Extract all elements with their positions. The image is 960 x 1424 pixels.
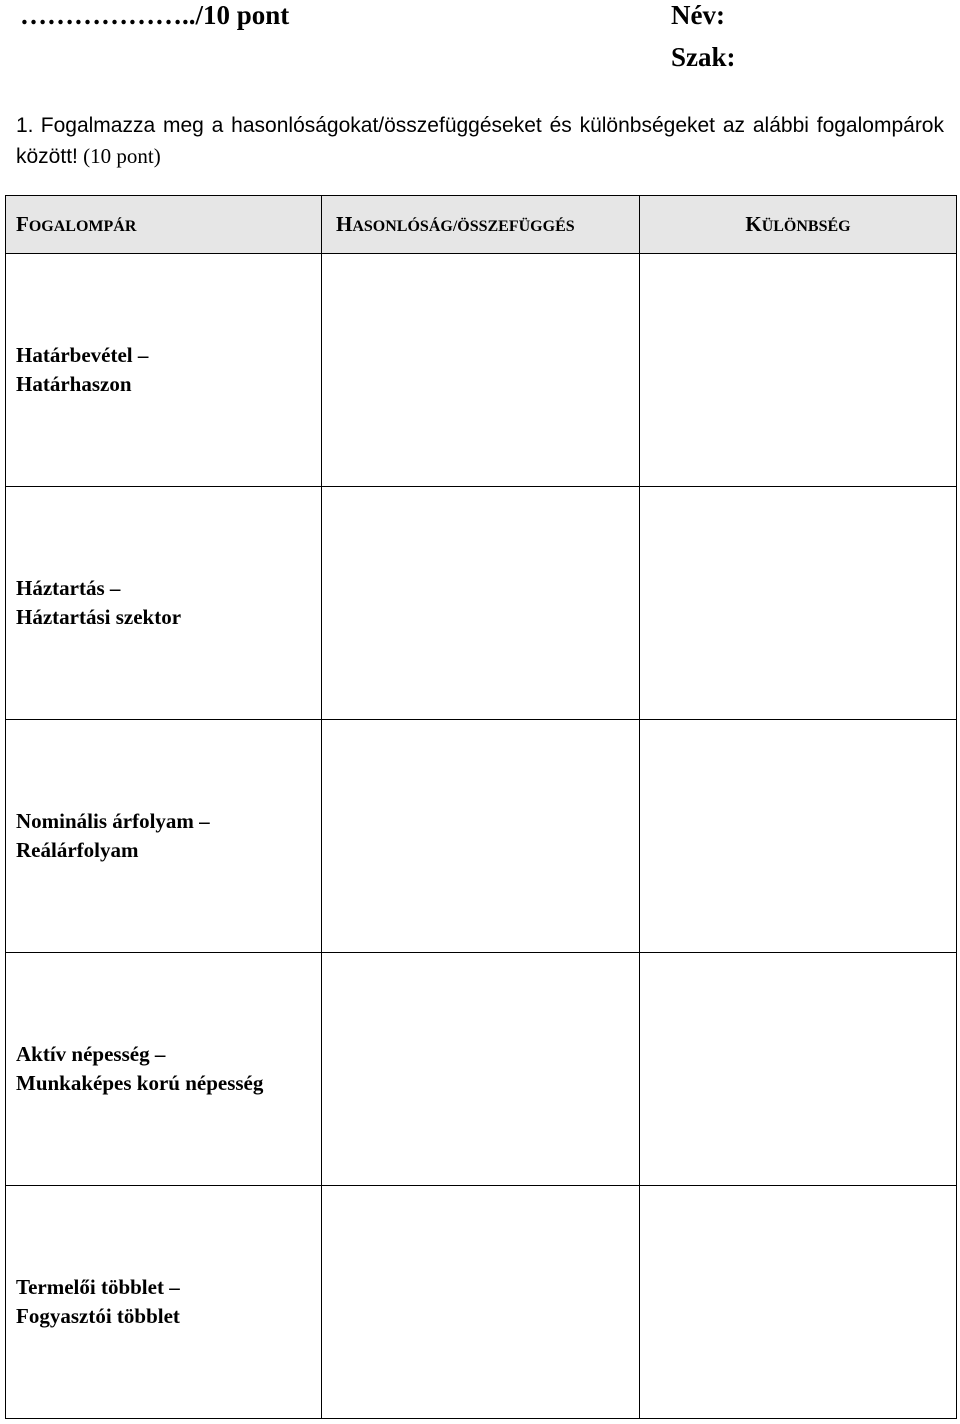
concept-pair-cell bbox=[6, 953, 322, 1186]
similarity-answer-cell[interactable] bbox=[322, 1186, 640, 1419]
table-row bbox=[6, 254, 957, 487]
table-row bbox=[6, 1186, 957, 1419]
table-row bbox=[6, 953, 957, 1186]
difference-answer-cell[interactable] bbox=[640, 1186, 957, 1419]
question-1 bbox=[16, 110, 944, 172]
concept-pair: Aktív népesség – Munkaképes korú népesség bbox=[16, 1042, 264, 1095]
table-row bbox=[6, 720, 957, 953]
similarity-answer-cell[interactable] bbox=[322, 487, 640, 720]
concept-pair-cell bbox=[6, 1186, 322, 1419]
similarity-answer-cell[interactable] bbox=[322, 254, 640, 487]
similarity-answer-cell[interactable] bbox=[322, 953, 640, 1186]
major-label: Szak: bbox=[671, 42, 736, 72]
concept-pair: Termelői többlet – Fogyasztói többlet bbox=[16, 1275, 180, 1328]
table-row bbox=[6, 487, 957, 720]
header-difference: KÜLÖNBSÉG bbox=[640, 196, 957, 254]
concept-pair-cell bbox=[6, 720, 322, 953]
similarity-answer-cell[interactable] bbox=[322, 720, 640, 953]
question-number: 1. bbox=[16, 114, 34, 137]
difference-answer-cell[interactable] bbox=[640, 487, 957, 720]
header-concept-pair: FOGALOMPÁR bbox=[6, 196, 322, 254]
concept-pair-cell bbox=[6, 254, 322, 487]
concept-pair: Háztartás – Háztartási szektor bbox=[16, 576, 182, 629]
score-field: ………………../10 pont bbox=[20, 0, 290, 30]
concept-pair: Nominális árfolyam – Reálárfolyam bbox=[16, 809, 210, 862]
difference-answer-cell[interactable] bbox=[640, 720, 957, 953]
table-header-row bbox=[6, 196, 957, 254]
header-similarity: HASONLÓSÁG/ÖSSZEFÜGGÉS bbox=[322, 196, 640, 254]
difference-answer-cell[interactable] bbox=[640, 953, 957, 1186]
name-label: Név: bbox=[671, 0, 725, 30]
concept-pair: Határbevétel – Határhaszon bbox=[16, 343, 149, 396]
question-text: Fogalmazza meg a hasonlóságokat/összefüggéseket és különbségeket az alábbi fogalompárok között! bbox=[16, 114, 944, 168]
concept-pair-cell bbox=[6, 487, 322, 720]
concept-pairs-table bbox=[5, 195, 957, 1419]
difference-answer-cell[interactable] bbox=[640, 254, 957, 487]
question-points: (10 pont) bbox=[83, 144, 161, 168]
